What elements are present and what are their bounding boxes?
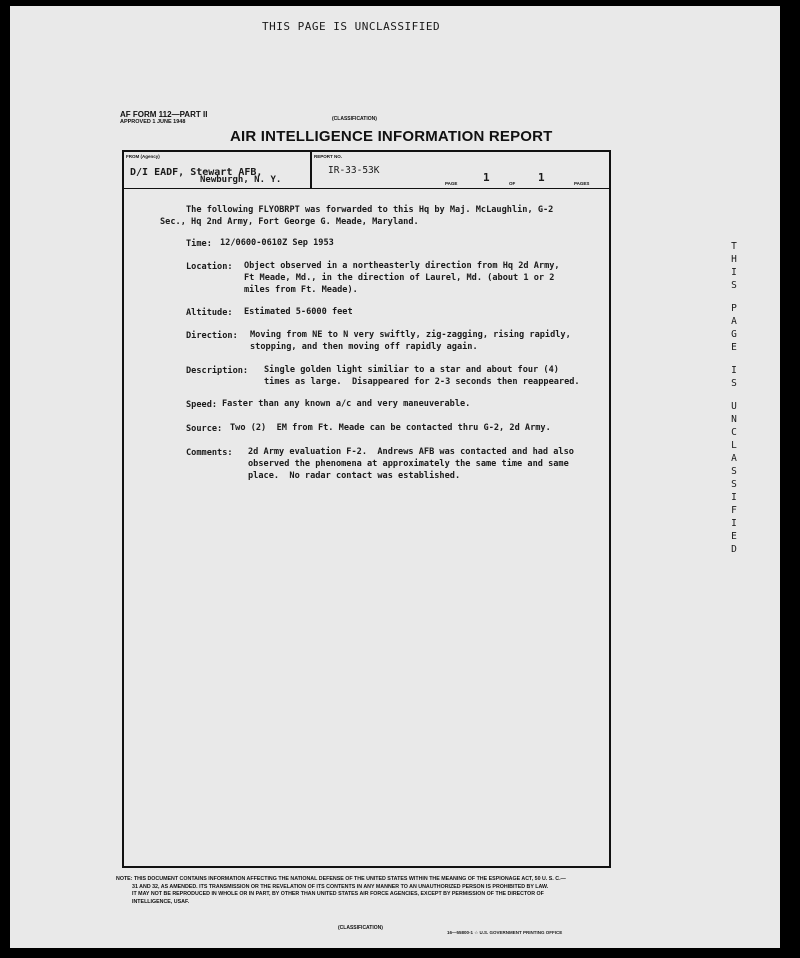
header-divider bbox=[310, 152, 312, 188]
form-approved-date: APPROVED 1 JUNE 1948 bbox=[120, 119, 186, 125]
stamp-letter: N bbox=[731, 414, 737, 425]
stamp-letter: T bbox=[731, 241, 737, 252]
direction-label: Direction: bbox=[186, 331, 238, 341]
comments-label: Comments: bbox=[186, 448, 233, 458]
stamp-gap bbox=[727, 354, 741, 364]
stamp-letter: A bbox=[731, 453, 737, 464]
time-label: Time: bbox=[186, 239, 212, 249]
location-label: Location: bbox=[186, 262, 233, 272]
intro-line-1: The following FLYOBRPT was forwarded to this Hq by Maj. McLaughlin, G-2 bbox=[186, 205, 554, 215]
direction-line-1: Moving from NE to N very swiftly, zig-zagging, rising rapidly, bbox=[250, 330, 571, 340]
stamp-letter: H bbox=[731, 254, 737, 265]
altitude-label: Altitude: bbox=[186, 308, 233, 318]
stamp-letter: I bbox=[731, 492, 737, 503]
comments-line-3: place. No radar contact was established. bbox=[248, 471, 461, 481]
note-line: INTELLIGENCE, USAF. bbox=[132, 898, 190, 905]
stamp-gap bbox=[727, 390, 741, 400]
report-no-label: REPORT NO. bbox=[314, 154, 343, 159]
stamp-letter: D bbox=[731, 544, 737, 555]
from-value: D/I EADF, Stewart AFB, bbox=[130, 167, 263, 178]
report-form-box bbox=[122, 150, 611, 868]
intro-line-2: Sec., Hq 2nd Army, Fort George G. Meade, Maryland. bbox=[160, 217, 419, 227]
stamp-letter: E bbox=[731, 531, 737, 542]
stamp-letter: P bbox=[731, 303, 737, 314]
comments-line-1: 2d Army evaluation F-2. Andrews AFB was contacted and had also bbox=[248, 447, 574, 457]
stamp-letter: F bbox=[731, 505, 737, 516]
direction-line-2: stopping, and then moving off rapidly again. bbox=[250, 342, 478, 352]
stamp-letter: C bbox=[731, 427, 737, 438]
altitude-value: Estimated 5-6000 feet bbox=[244, 307, 353, 317]
side-unclassified-stamp bbox=[727, 240, 741, 556]
stamp-gap bbox=[727, 292, 741, 302]
stamp-letter: I bbox=[731, 267, 737, 278]
note-line: 31 AND 32, AS AMENDED. ITS TRANSMISSION OR THE REVELATION OF ITS CONTENTS IN ANY MANNER TO AN UNAUTHORIZED PERSON IS PROHIBITED BY LAW. bbox=[132, 883, 549, 890]
stamp-letter: S bbox=[731, 378, 737, 389]
note-line: NOTE: THIS DOCUMENT CONTAINS INFORMATION AFFECTING THE NATIONAL DEFENSE OF THE UNITED STATES WITHIN THE MEANING OF THE ESPIONAGE ACT, 50 U. S. C.— bbox=[116, 876, 566, 882]
page-number: 1 bbox=[483, 171, 490, 184]
pages-label: PAGES bbox=[574, 181, 590, 186]
location-line-3: miles from Ft. Meade). bbox=[244, 285, 358, 295]
comments-line-2: observed the phenomena at approximately the same time and same bbox=[248, 459, 569, 469]
stamp-letter: G bbox=[731, 329, 737, 340]
stamp-letter: S bbox=[731, 479, 737, 490]
stamp-letter: L bbox=[731, 440, 737, 451]
source-value: Two (2) EM from Ft. Meade can be contacted thru G-2, 2d Army. bbox=[230, 423, 551, 433]
location-line-2: Ft Meade, Md., in the direction of Laurel, Md. (about 1 or 2 bbox=[244, 273, 555, 283]
gpo-imprint: 16—55800-1 ☆ U.S. GOVERNMENT PRINTING OFFICE bbox=[447, 930, 563, 935]
note-line: IT MAY NOT BE REPRODUCED IN WHOLE OR IN PART, BY OTHER THAN UNITED STATES AIR FORCE AGENCIES, EXCEPT BY PERMISSION OF THE DIRECTOR OF bbox=[132, 891, 544, 897]
from-label: FROM (Agency) bbox=[126, 154, 160, 159]
speed-value: Faster than any known a/c and very maneuverable. bbox=[222, 399, 471, 409]
page-total: 1 bbox=[538, 171, 545, 184]
description-label: Description: bbox=[186, 366, 249, 376]
form-id: AF FORM 112—PART II bbox=[120, 110, 208, 119]
page-label: PAGE bbox=[445, 181, 458, 186]
of-label: OF bbox=[509, 181, 516, 186]
stamp-letter: I bbox=[731, 518, 737, 529]
security-note bbox=[116, 876, 621, 906]
speed-label: Speed: bbox=[186, 400, 218, 410]
source-label: Source: bbox=[186, 424, 223, 434]
description-line-1: Single golden light similiar to a star and about four (4) bbox=[264, 365, 559, 375]
stamp-letter: U bbox=[731, 401, 737, 412]
stamp-letter: I bbox=[731, 365, 737, 376]
stamp-letter: E bbox=[731, 342, 737, 353]
stamp-letter: S bbox=[731, 466, 737, 477]
from-value-line2: Newburgh, N. Y. bbox=[200, 175, 282, 185]
report-no-value: IR-33-53K bbox=[328, 165, 380, 176]
top-unclassified-banner: THIS PAGE IS UNCLASSIFIED bbox=[262, 20, 441, 33]
description-line-2: times as large. Disappeared for 2-3 seconds then reappeared. bbox=[264, 377, 580, 387]
classification-label-bottom: (CLASSIFICATION) bbox=[338, 925, 383, 931]
classification-label-top: (CLASSIFICATION) bbox=[332, 116, 377, 122]
stamp-letter: A bbox=[731, 316, 737, 327]
location-line-1: Object observed in a northeasterly direction from Hq 2d Army, bbox=[244, 261, 560, 271]
time-value: 12/0600-0610Z Sep 1953 bbox=[220, 238, 334, 248]
stamp-letter: S bbox=[731, 280, 737, 291]
report-title: AIR INTELLIGENCE INFORMATION REPORT bbox=[230, 128, 553, 145]
